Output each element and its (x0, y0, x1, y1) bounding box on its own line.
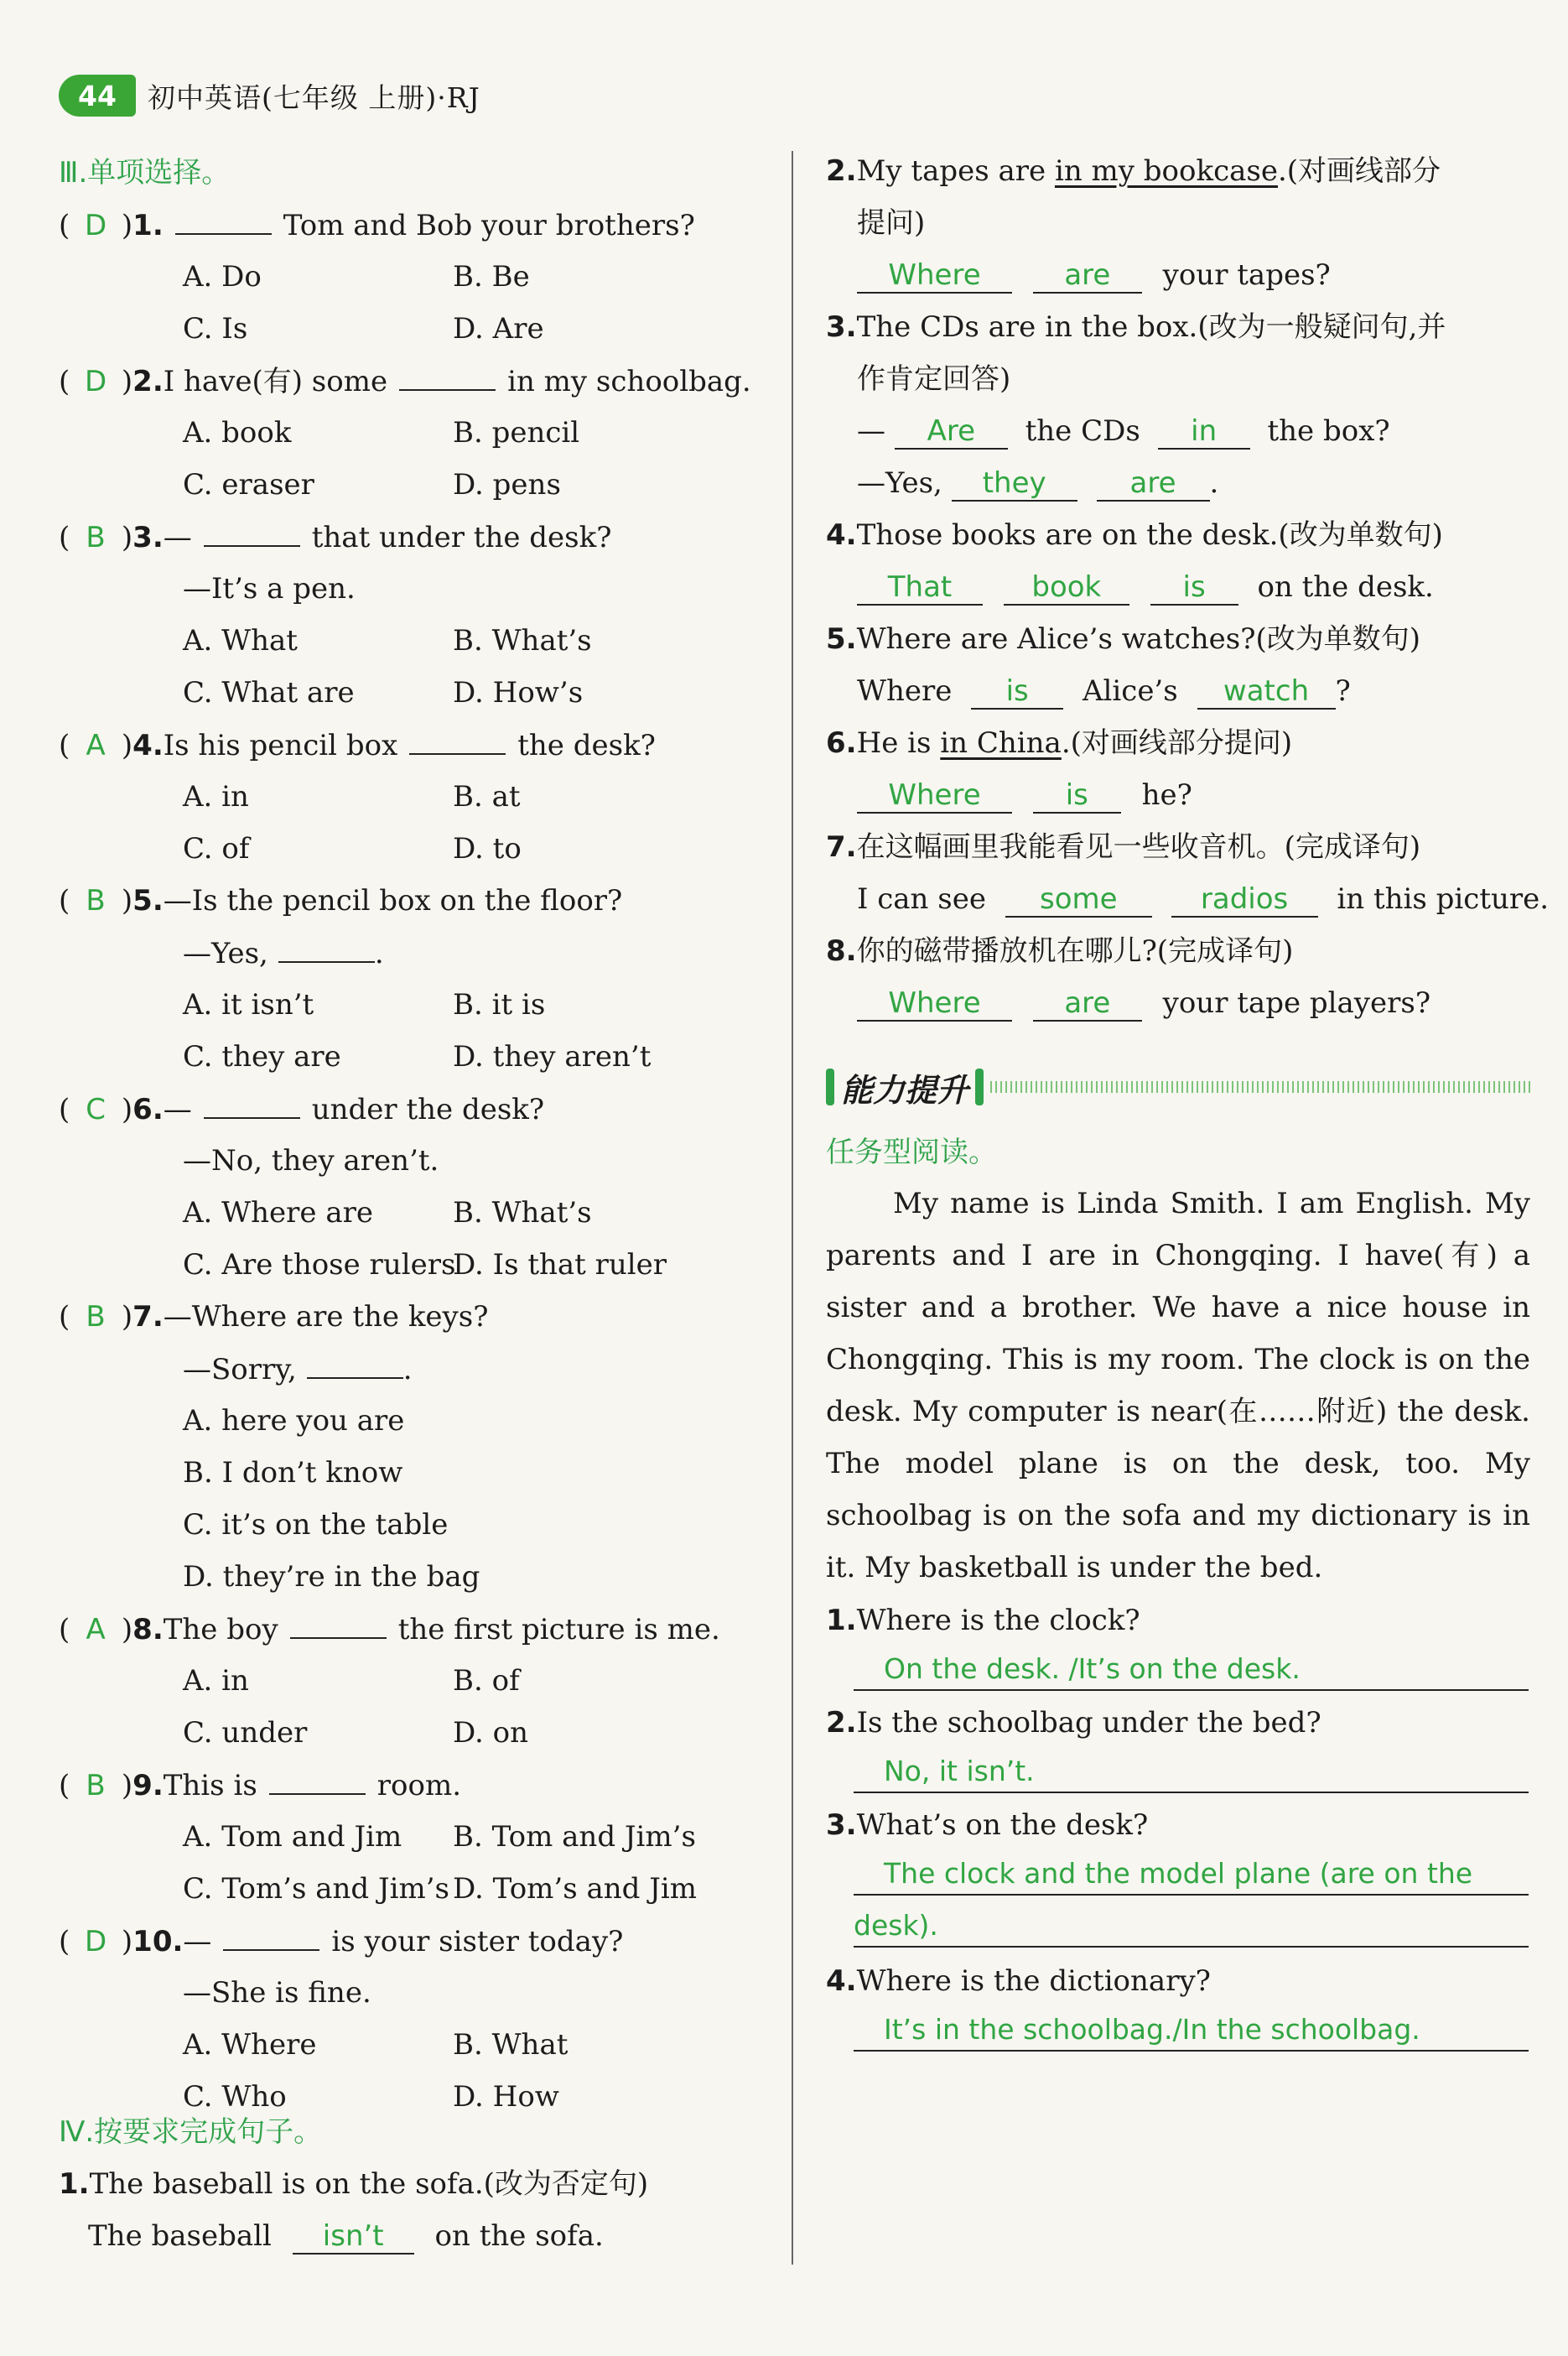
s4-q5-answer-line: Where is Alice’s watch ? (857, 674, 1351, 708)
s4-q3-prompt: 3.The CDs are in the box.(改为一般疑问句,并 (826, 310, 1446, 344)
reading-a1: On the desk. /It’s on the desk. (854, 1649, 1529, 1691)
answer-paren: ( (59, 729, 80, 762)
mc-question (59, 881, 622, 921)
question-text: the desk? (517, 729, 656, 762)
question-text: Is his pencil box (163, 729, 398, 762)
question-number: 9. (132, 1769, 164, 1802)
question-blank (223, 1921, 319, 1951)
mc-answer: D (84, 209, 107, 242)
section3-heading: Ⅲ.单项选择。 (59, 156, 231, 190)
reply-text: —No, they aren’t. (183, 1144, 439, 1178)
s4-q2-prompt: 2.My tapes are in my bookcase.(对画线部分 (826, 154, 1441, 188)
question-blank (399, 361, 496, 391)
question-reply: —Yes, . (183, 933, 384, 974)
task-reading-heading: 任务型阅读。 (826, 1136, 997, 1169)
option-b: B. What’s (453, 624, 592, 658)
option-c: C. they are (183, 1040, 341, 1074)
option-d: D. Is that ruler (453, 1248, 667, 1282)
question-text: —Is the pencil box on the floor? (163, 884, 623, 918)
option-c: C. under (183, 1716, 308, 1750)
mc-question (59, 725, 656, 766)
option-b: B. What (453, 2028, 569, 2062)
option-b: B. at (453, 780, 521, 814)
option-b: B. I don’t know (183, 1456, 403, 1490)
s4-q6-prompt: 6.He is in China.(对画线部分提问) (826, 726, 1293, 760)
question-text: — (183, 1925, 212, 1958)
option-a: A. Tom and Jim (183, 1820, 402, 1854)
mc-question (59, 205, 695, 246)
reading-q2: 2.Is the schoolbag under the bed? (826, 1706, 1321, 1740)
option-c: C. Is (183, 312, 248, 346)
mc-question (59, 1089, 544, 1130)
mc-answer: A (86, 1613, 106, 1646)
question-blank (290, 1609, 387, 1639)
question-number: 10. (132, 1925, 184, 1958)
option-a: A. in (183, 780, 249, 814)
option-a: A. here you are (183, 1404, 405, 1438)
question-number: 5. (132, 884, 164, 918)
reply-text: —Sorry, (183, 1353, 297, 1386)
answer-paren: ( (59, 1769, 80, 1802)
question-blank (278, 933, 375, 963)
option-c: C. Who (183, 2080, 287, 2114)
answer-paren: ( (59, 1093, 80, 1126)
s4-q1-prompt: 1.The baseball is on the sofa.(改为否定句) (59, 2167, 649, 2201)
s4-q1-answer-line: The baseball isn’t on the sofa. (88, 2219, 604, 2253)
answer-paren: ) (112, 209, 133, 242)
s4-q4-answer-line: That book is on the desk. (857, 567, 1434, 607)
option-c: C. of (183, 832, 250, 866)
mc-answer: B (86, 521, 106, 554)
option-a: A. Where are (183, 1196, 373, 1230)
question-blank (204, 1089, 300, 1119)
option-d: D. How’s (453, 676, 584, 710)
question-blank (175, 205, 272, 235)
question-blank (409, 725, 506, 755)
mc-question (59, 361, 751, 402)
answer-paren: ( (59, 1613, 80, 1646)
answer-paren: ) (112, 1925, 133, 1958)
ability-title: 能力提升 (841, 1071, 969, 1109)
answer-paren: ) (112, 1769, 133, 1802)
section4-heading: Ⅳ.按要求完成句子。 (59, 2115, 323, 2149)
option-d: D. to (453, 832, 522, 866)
option-d: D. on (453, 1716, 529, 1750)
page-header (59, 74, 480, 117)
mc-answer: D (84, 1925, 107, 1958)
banner-dots (990, 1081, 1530, 1093)
reading-q3: 3.What’s on the desk? (826, 1808, 1149, 1842)
mc-answer: C (86, 1093, 106, 1126)
option-d: D. Are (453, 312, 544, 346)
question-text: I have(有) some (163, 365, 388, 398)
question-text: This is (163, 1769, 257, 1802)
answer-paren: ( (59, 884, 80, 918)
question-number: 4. (132, 729, 164, 762)
s4-q6-answer-line: Where is he? (857, 775, 1192, 815)
reply-text: —She is fine. (183, 1976, 371, 2010)
option-d: D. Tom’s and Jim (453, 1872, 697, 1906)
answer-paren: ) (112, 521, 133, 554)
answer-paren: ( (59, 521, 80, 554)
book-title: 初中英语(七年级 上册)·RJ (148, 81, 480, 114)
mc-question (59, 1297, 488, 1337)
question-text: the first picture is me. (397, 1613, 720, 1646)
reading-a4: It’s in the schoolbag./In the schoolbag. (854, 2010, 1529, 2052)
option-c: C. What are (183, 676, 355, 710)
question-text: under the desk? (311, 1093, 545, 1126)
question-number: 8. (132, 1613, 164, 1646)
mc-answer: B (86, 1300, 106, 1334)
option-d: D. they’re in the bag (183, 1560, 480, 1594)
question-text: room. (376, 1769, 462, 1802)
question-number: 2. (132, 365, 164, 398)
option-a: A. it isn’t (183, 988, 314, 1022)
reading-a2: No, it isn’t. (854, 1751, 1529, 1793)
option-b: B. it is (453, 988, 546, 1022)
reading-a3-cont: desk). (854, 1906, 1529, 1948)
mc-question (59, 517, 611, 558)
option-d: D. pens (453, 468, 561, 502)
option-b: B. Tom and Jim’s (453, 1820, 696, 1854)
s4-q8-answer-line: Where are your tape players? (857, 983, 1430, 1023)
mc-question (59, 1609, 720, 1650)
option-c: C. it’s on the table (183, 1508, 449, 1542)
s4-q3-answer-line1: — Are the CDs in the box? (857, 414, 1390, 448)
ability-banner (826, 1064, 1530, 1110)
option-a: A. in (183, 1664, 249, 1698)
question-text: in my schoolbag. (507, 365, 751, 398)
answer-paren: ( (59, 1925, 80, 1958)
banner-accent (826, 1069, 834, 1105)
question-text: that under the desk? (311, 521, 612, 554)
s4-q7-prompt: 7.在这幅画里我能看见一些收音机。(完成译句) (826, 830, 1421, 864)
s4-q3-prompt-cont: 作肯定回答) (857, 362, 1011, 396)
option-c: C. Are those rulers (183, 1248, 456, 1282)
question-number: 1. (132, 209, 164, 242)
answer-paren: ) (112, 1613, 133, 1646)
answer-paren: ) (112, 729, 133, 762)
answer-paren: ) (112, 884, 133, 918)
s4-q3-answer-line2: —Yes, they are . (857, 466, 1219, 500)
question-text: The boy (163, 1613, 278, 1646)
answer-paren: ( (59, 1300, 80, 1334)
reading-passage: My name is Linda Smith. I am English. My parents and I are in Chongqing. I have(有) a sister and a brother. We have a nice house in Chongqing. This is my room. The clock is on the desk. My computer is near(在……附近) the desk. The model plane is on the desk, too. My schoolbag is on the sofa and my dictionary is in it. My basketball is under the bed. (826, 1187, 1530, 1584)
s4-q7-answer-line: I can see some radios in this picture. (857, 882, 1550, 916)
reading-a3: The clock and the model plane (are on the (854, 1854, 1529, 1896)
s4-q2-prompt-cont: 提问) (857, 206, 926, 240)
mc-answer: A (86, 729, 106, 762)
answer-paren: ) (112, 1093, 133, 1126)
question-reply (183, 569, 356, 609)
answer-blank: isn’t (293, 2219, 414, 2255)
mc-question (59, 1921, 623, 1962)
reading-q1: 1.Where is the clock? (826, 1604, 1140, 1637)
mc-answer: D (84, 365, 107, 398)
option-a: A. Where (183, 2028, 317, 2062)
question-number: 7. (132, 1300, 164, 1334)
banner-accent (975, 1069, 984, 1105)
option-c: C. eraser (183, 468, 314, 502)
reply-text: —Yes, (183, 937, 268, 970)
answer-paren: ( (59, 209, 80, 242)
option-a: A. Do (183, 260, 262, 294)
question-blank (204, 517, 300, 547)
page-number: 44 (59, 75, 136, 117)
reading-q4: 4.Where is the dictionary? (826, 1964, 1211, 1998)
option-d: D. How (453, 2080, 559, 2114)
question-reply (183, 1973, 371, 2013)
mc-answer: B (86, 884, 106, 918)
column-divider (792, 151, 793, 2265)
s4-q2-answer-line: Where are your tapes? (857, 255, 1331, 295)
reply-text: —It’s a pen. (183, 572, 356, 606)
mc-answer: B (86, 1769, 106, 1802)
question-reply (183, 1141, 439, 1181)
question-blank (269, 1765, 366, 1795)
question-number: 3. (132, 521, 164, 554)
s4-q4-prompt: 4.Those books are on the desk.(改为单数句) (826, 518, 1443, 552)
mc-question (59, 1765, 461, 1806)
question-text: — (163, 1093, 192, 1126)
s4-q8-prompt: 8.你的磁带播放机在哪儿?(完成译句) (826, 934, 1294, 968)
answer-paren: ) (112, 1300, 133, 1334)
option-a: A. What (183, 624, 298, 658)
question-text: Tom and Bob your brothers? (283, 209, 695, 242)
option-c: C. Tom’s and Jim’s (183, 1872, 449, 1906)
question-text: is your sister today? (331, 1925, 624, 1958)
option-b: B. of (453, 1664, 520, 1698)
question-blank (307, 1349, 403, 1379)
option-d: D. they aren’t (453, 1040, 652, 1074)
option-b: B. What’s (453, 1196, 592, 1230)
question-number: 6. (132, 1093, 164, 1126)
option-b: B. Be (453, 260, 530, 294)
option-a: A. book (183, 416, 292, 450)
question-text: — (163, 521, 192, 554)
answer-paren: ) (112, 365, 133, 398)
option-b: B. pencil (453, 416, 580, 450)
question-reply: —Sorry, . (183, 1349, 413, 1390)
answer-paren: ( (59, 365, 80, 398)
question-text: —Where are the keys? (163, 1300, 489, 1334)
s4-q5-prompt: 5.Where are Alice’s watches?(改为单数句) (826, 622, 1421, 656)
